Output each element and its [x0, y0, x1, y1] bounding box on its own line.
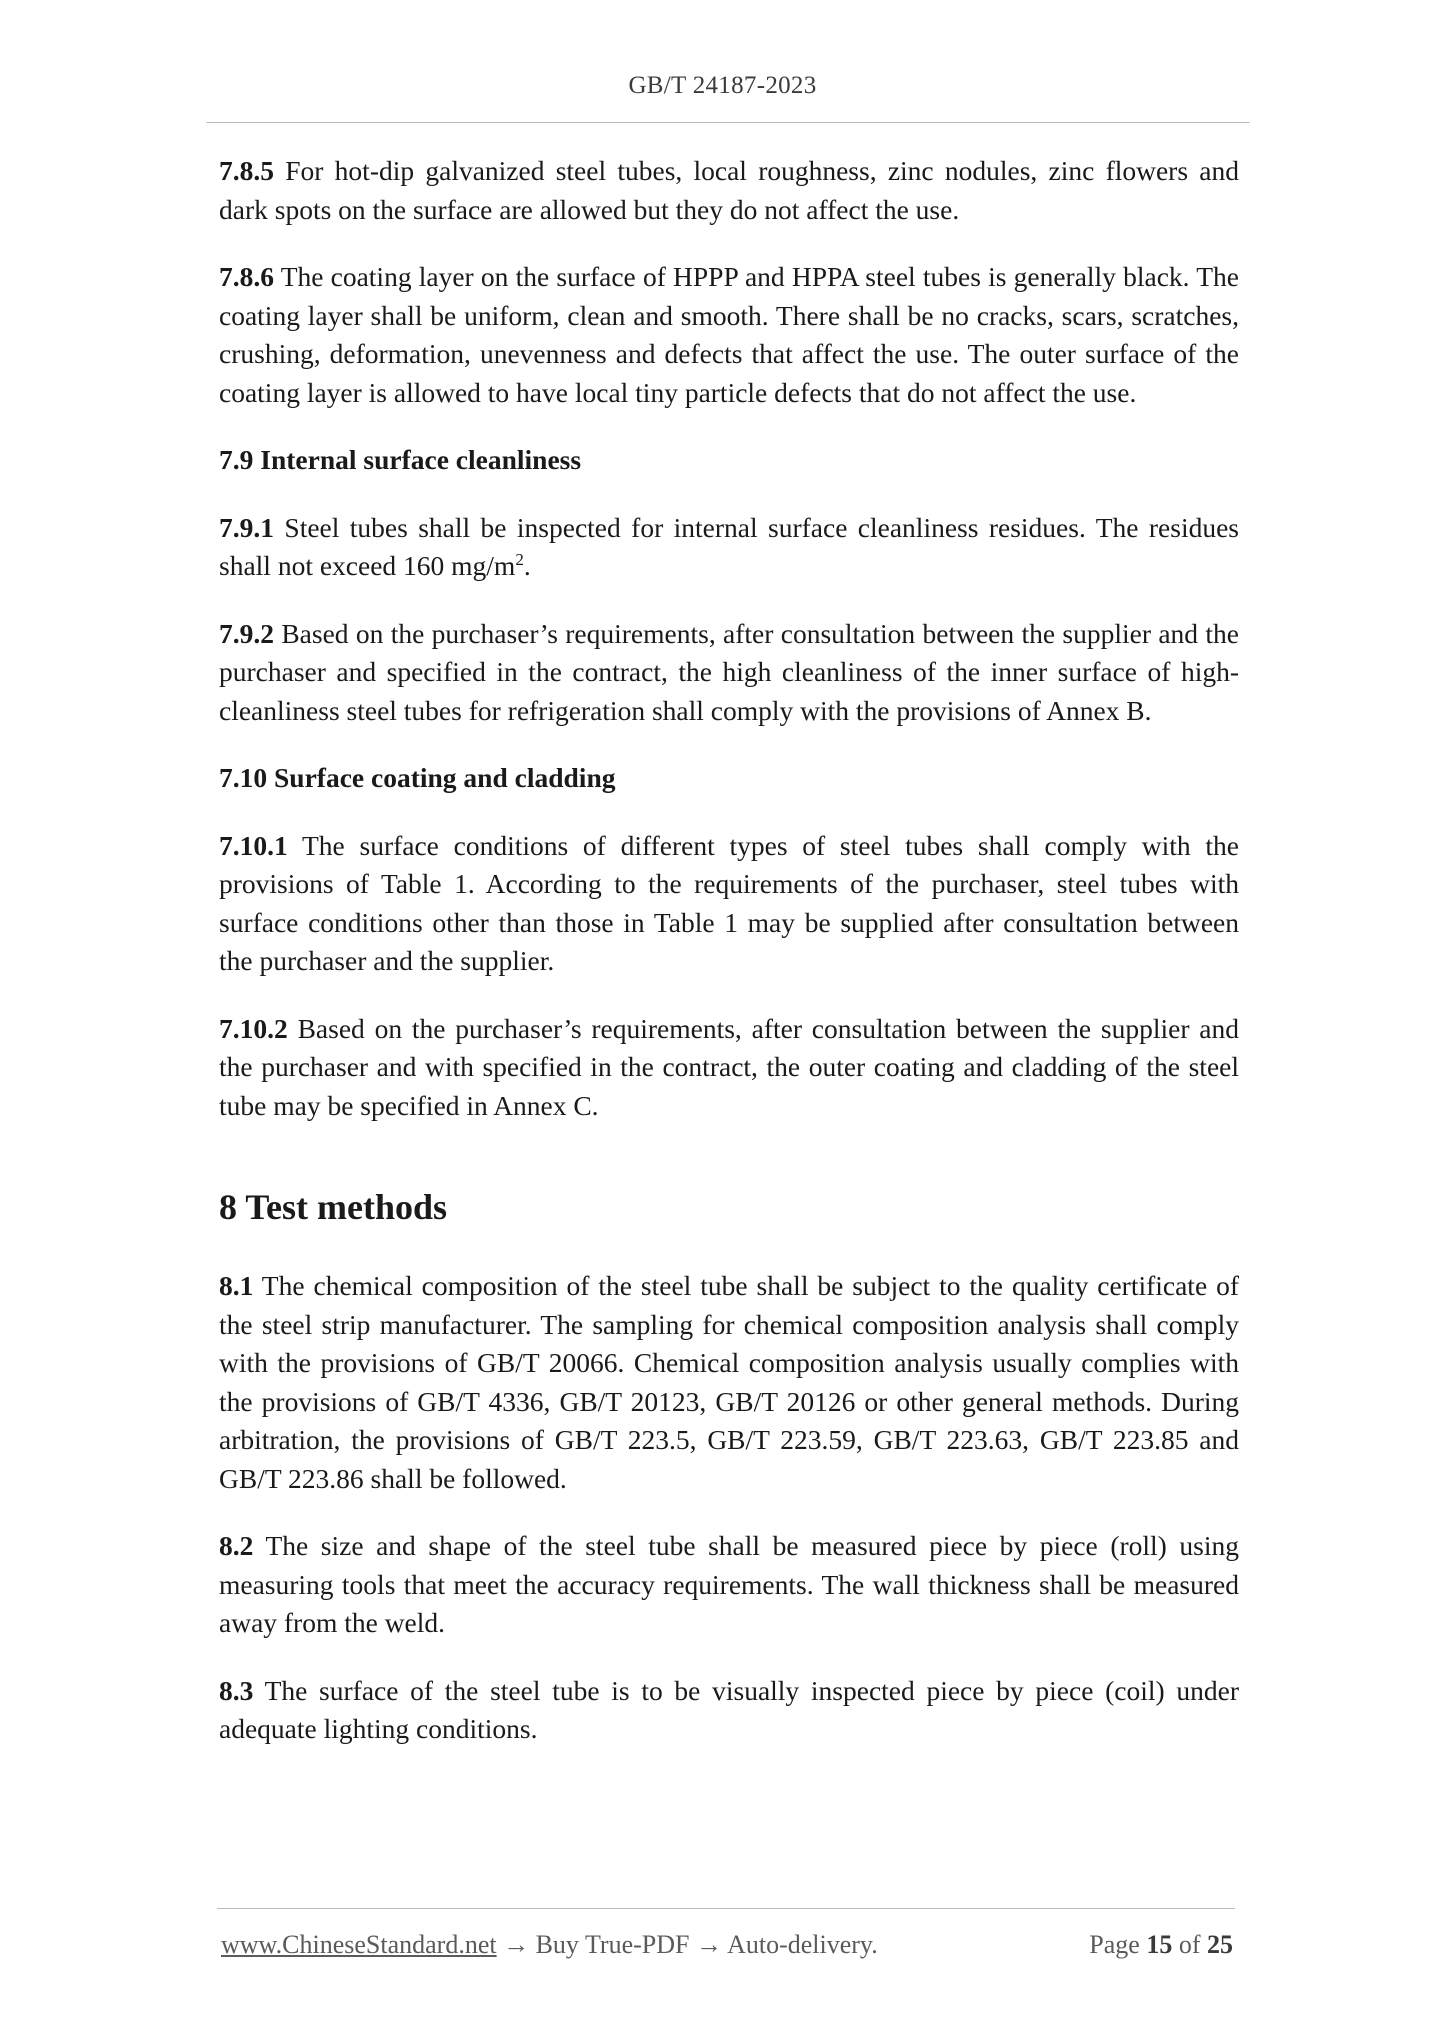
clause-text: Steel tubes shall be inspected for internal surface cleanliness residues. The residues shall not exceed 160 mg/m — [219, 511, 1239, 581]
page-footer — [221, 1930, 1233, 1960]
clause-number: 7.9.2 — [219, 617, 274, 649]
clause-text: Based on the purchaser’s requirements, after consultation between the supplier and the purchaser and specified in the contract, the high cleanliness of the inner surface of high-cleanliness steel tubes for refrigeration shall comply with the provisions of Annex B. — [219, 617, 1239, 726]
chapter-8-heading: 8 Test methods — [219, 1187, 448, 1227]
clause-7-8-6 — [219, 258, 1239, 412]
clause-text: The size and shape of the steel tube shall be measured piece by piece (roll) using measuring tools that meet the accuracy requirements. The wall thickness shall be measured away from the weld. — [219, 1530, 1239, 1638]
header-divider — [206, 122, 1250, 123]
heading-7-10: 7.10 Surface coating and cladding — [219, 762, 616, 793]
auto-delivery-text: → Auto-delivery. — [696, 1930, 878, 1959]
clause-8-2 — [219, 1527, 1239, 1643]
clause-7-8-5 — [219, 152, 1239, 229]
buy-pdf-text: → Buy True-PDF — [496, 1930, 696, 1959]
heading-7-9: 7.9 Internal surface cleanliness — [219, 444, 582, 475]
clause-number: 7.10.1 — [219, 829, 288, 861]
clause-7-10-2 — [219, 1010, 1239, 1126]
clause-number: 8.2 — [219, 1530, 254, 1561]
website-link[interactable]: www.ChineseStandard.net — [221, 1930, 497, 1959]
clause-number: 7.10.2 — [219, 1012, 288, 1044]
clause-text: The surface conditions of different types of steel tubes shall comply with the provisions of Table 1. According to the requirements of the purchaser, steel tubes with surface conditions other than those in Table 1 may be supplied after consultation between the purchaser and the supplier. — [219, 829, 1239, 976]
clause-text: The chemical composition of the steel tube shall be subject to the quality certificate of the steel strip manufacturer. The sampling for chemical composition analysis shall comply with the provisions of GB/T 20066. Chemical composition analysis usually complies with the provisions of GB/T 4336, GB/T 20123, GB/T 20126 or other general methods. During arbitration, the provisions of GB/T 223.5, GB/T 223.59, GB/T 223.63, GB/T 223.85 and GB/T 223.86 shall be followed. — [219, 1270, 1239, 1494]
clause-number: 7.9.1 — [219, 511, 274, 543]
clause-number: 7.8.6 — [219, 261, 274, 292]
clause-number: 8.3 — [219, 1674, 254, 1706]
footer-divider — [217, 1908, 1235, 1909]
clause-text: Based on the purchaser’s requirements, after consultation between the supplier and the purchaser and with specified in the contract, the outer coating and cladding of the steel tube may be specified in Annex C. — [219, 1012, 1239, 1121]
superscript-exponent: 2 — [515, 549, 524, 569]
of-label: of — [1172, 1930, 1207, 1959]
clause-text: The surface of the steel tube is to be visually inspected piece by piece (coil) under adequate lighting conditions. — [219, 1674, 1239, 1744]
clause-text: The coating layer on the surface of HPPP and HPPA steel tubes is generally black. The coating layer shall be uniform, clean and smooth. There shall be no cracks, scars, scratches, crushing, deformation, unevenness and defects that affect the use. The outer surface of the coating layer is allowed to have local tiny particle defects that do not affect the use. — [219, 261, 1239, 408]
page-header-title: GB/T 24187-2023 — [628, 72, 817, 99]
clause-7-9-2 — [219, 615, 1239, 731]
clause-7-9-1 — [219, 509, 1239, 586]
clause-8-1 — [219, 1267, 1239, 1498]
clause-number: 7.8.5 — [219, 155, 274, 186]
clause-8-3 — [219, 1672, 1239, 1749]
document-body — [219, 152, 1239, 1778]
page-label: Page — [1089, 1930, 1147, 1959]
total-pages-number: 25 — [1207, 1930, 1233, 1959]
clause-text: For hot-dip galvanized steel tubes, local roughness, zinc nodules, zinc flowers and dark spots on the surface are allowed but they do not affect the use. — [219, 155, 1239, 225]
page-indicator — [1089, 1930, 1233, 1960]
footer-left — [221, 1930, 878, 1960]
current-page-number: 15 — [1146, 1930, 1173, 1959]
clause-number: 8.1 — [219, 1270, 254, 1301]
clause-7-10-1 — [219, 827, 1239, 981]
clause-text-tail: . — [523, 550, 531, 581]
